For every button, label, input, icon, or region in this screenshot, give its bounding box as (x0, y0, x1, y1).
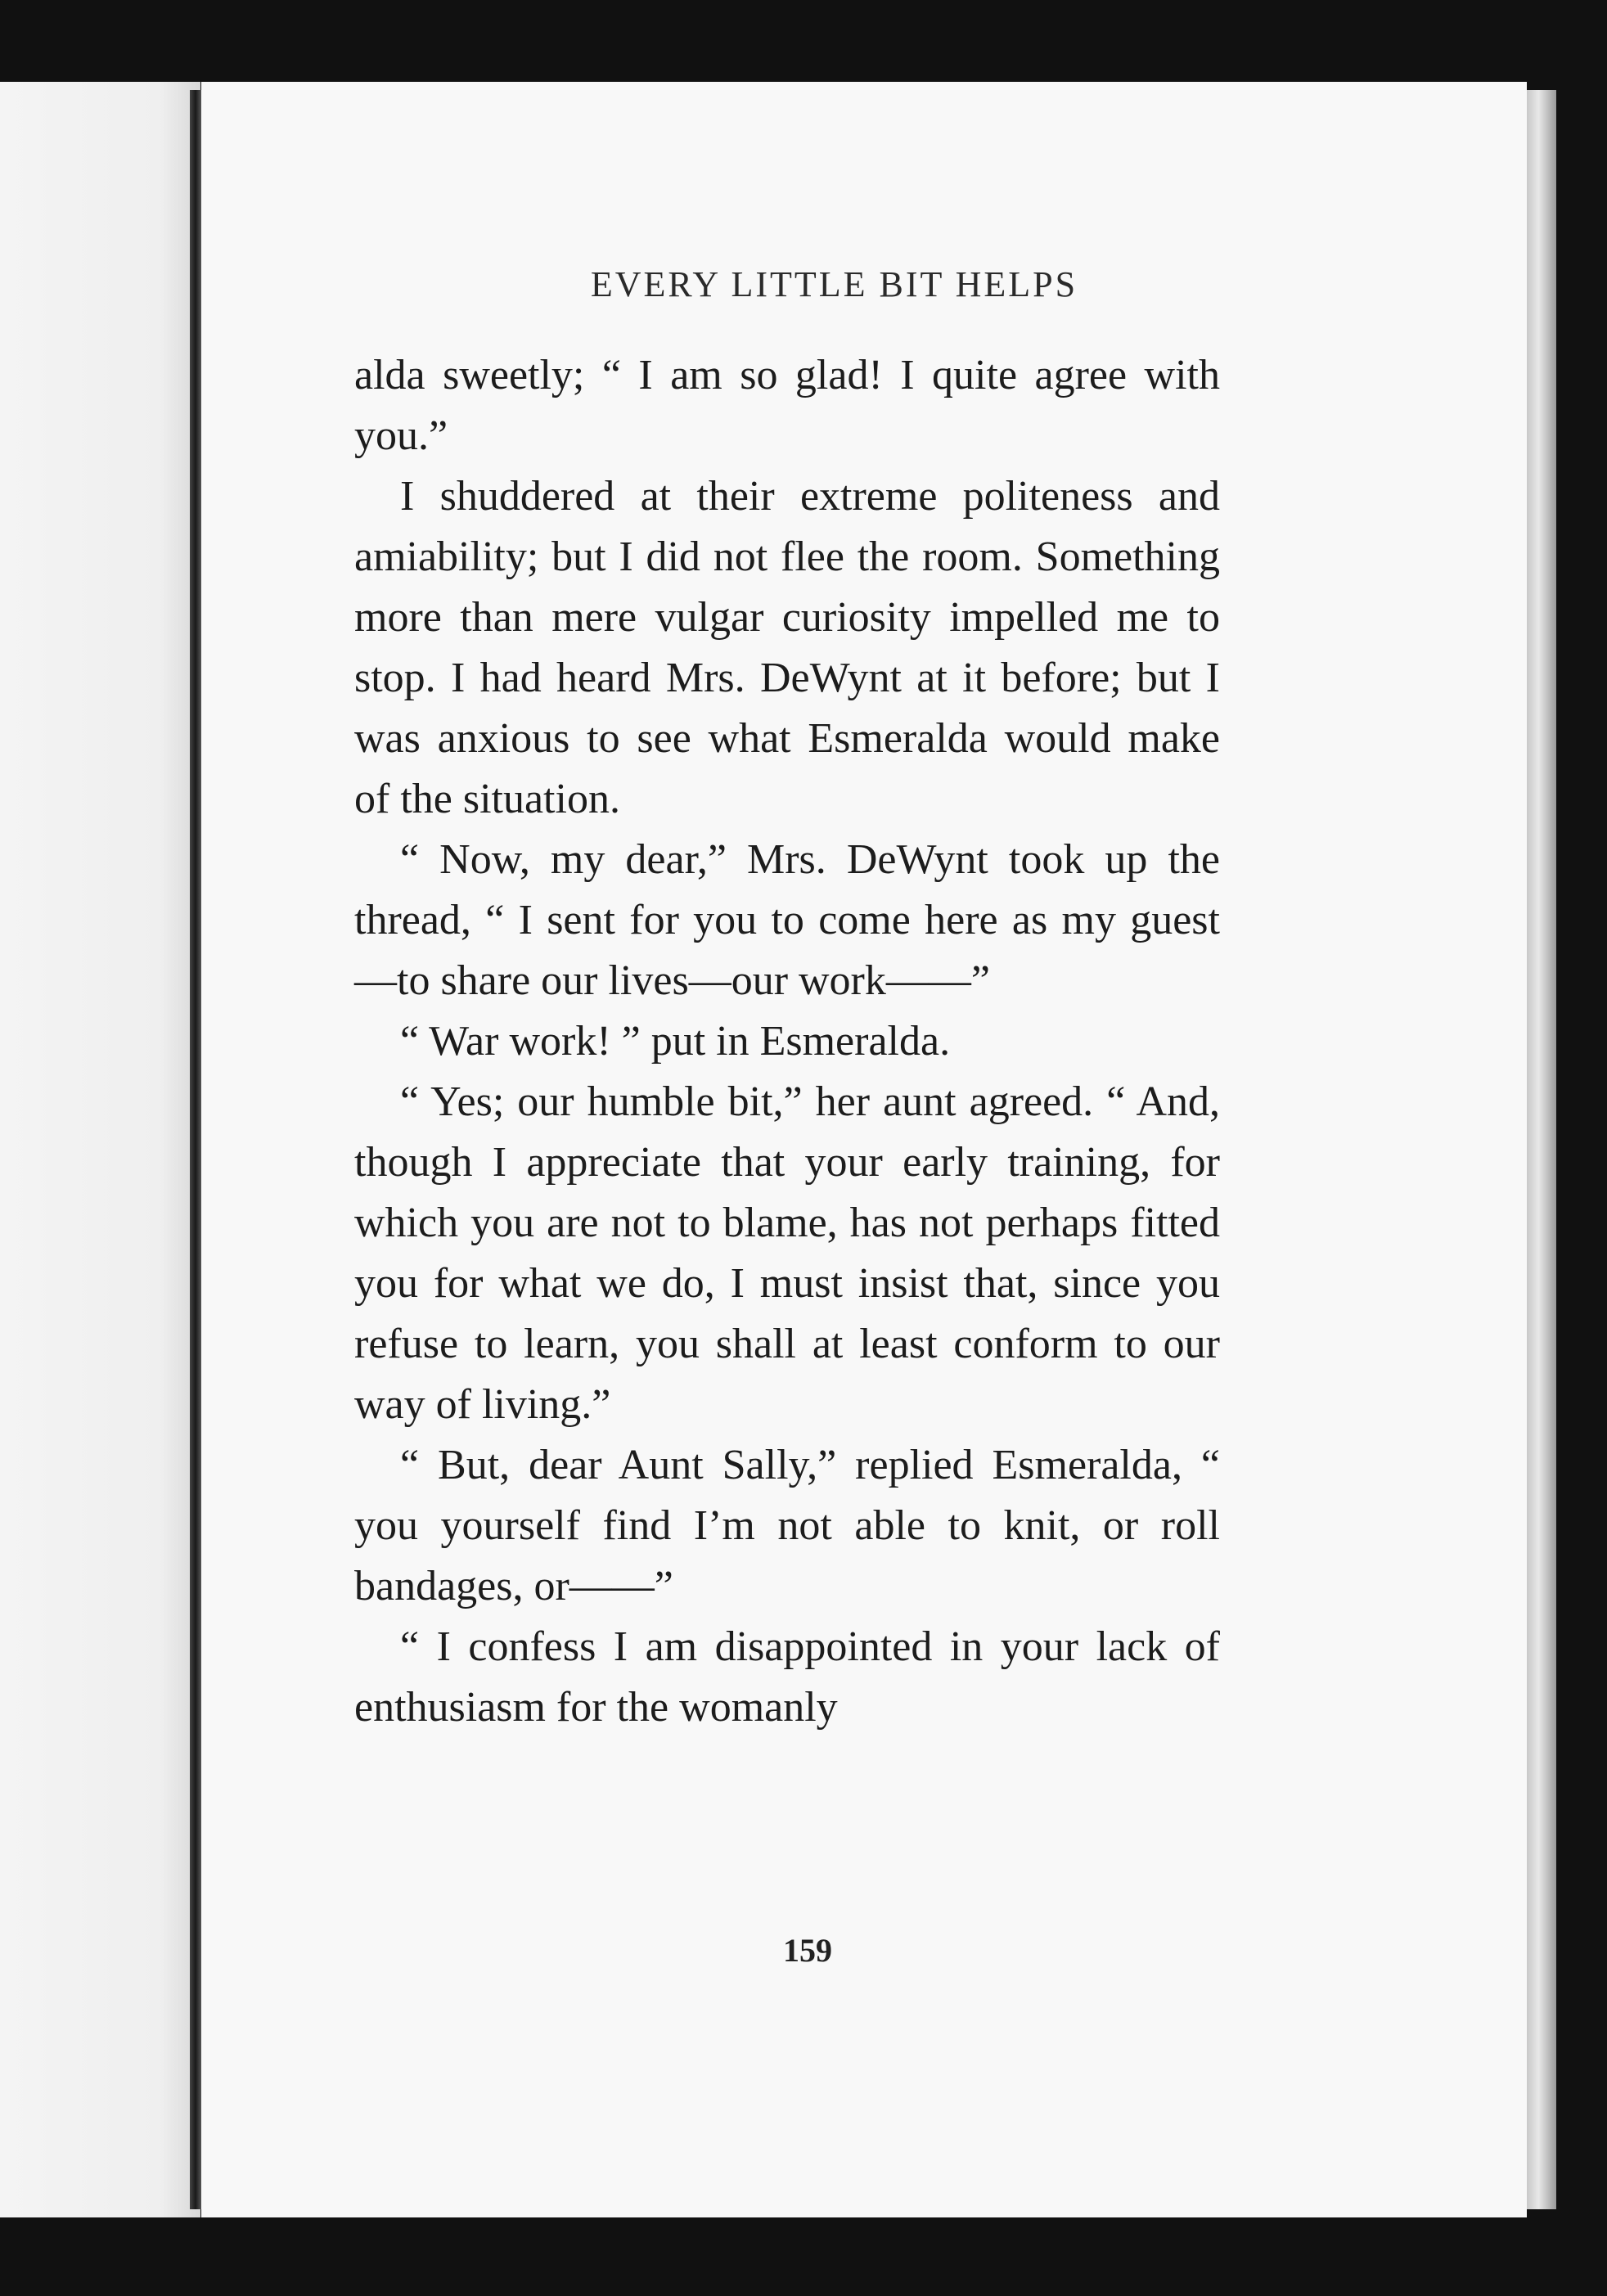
page-body (354, 345, 1220, 1738)
page-number: 159 (783, 1932, 832, 1969)
paragraph: “ Yes; our humble bit,” her aunt agreed. “ And, though I appreciate that your early training, for which you are not to blame, has not perhaps fitted you for what we do, I must insist that, since you refuse to learn, you shall at least conform to our way of living.” (354, 1078, 1220, 1428)
page-edge (1527, 90, 1556, 2209)
facing-page (0, 82, 200, 2217)
paragraph: alda sweetly; “ I am so glad! I quite agree with you.” (354, 352, 1220, 459)
paragraph: “ War work! ” put in Esmeralda. (400, 1018, 951, 1065)
paragraph: “ I confess I am disappointed in your lack of enthusiasm for the womanly (354, 1623, 1220, 1731)
paragraph: “ But, dear Aunt Sally,” replied Esmeralda, “ you yourself find I’m not able to knit, or roll bandages, or——” (354, 1442, 1220, 1609)
book-gutter (190, 90, 201, 2209)
paragraph: I shuddered at their extreme politeness and amiability; but I did not flee the room. Something more than mere vulgar curiosity impelled me to stop. I had heard Mrs. DeWynt at it before; but I was anxious to see what Esmeralda would make of the situation. (354, 473, 1220, 822)
running-head: EVERY LITTLE BIT HELPS (590, 264, 1078, 304)
paragraph: “ Now, my dear,” Mrs. DeWynt took up the thread, “ I sent for you to come here as my guest—to share our lives—our work——” (354, 836, 1220, 1004)
